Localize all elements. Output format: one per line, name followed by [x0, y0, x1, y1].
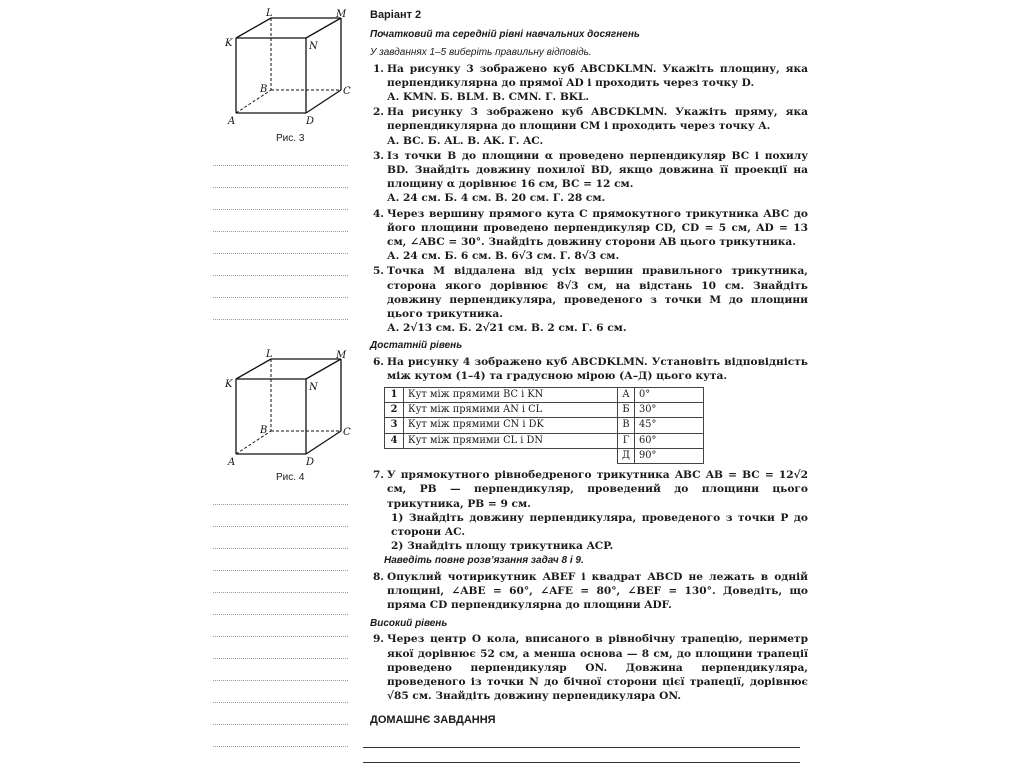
vertex-label-B: B: [260, 84, 268, 95]
vertex-label-N: N: [309, 41, 318, 52]
degree-cell: 30°: [635, 403, 704, 418]
figure-caption-4: Рис. 4: [276, 472, 305, 483]
task-2: [370, 105, 808, 148]
writing-line: [213, 231, 348, 232]
vertex-label-A: A: [228, 116, 236, 126]
task-question: У прямокутного рівнобедреного трикутника ABC AB = BC = 12√2 см, PB — перпендикуляр, проведений до площини цього трикутника, PB = 9 см.: [387, 469, 808, 510]
degree-cell: 60°: [635, 433, 704, 448]
task-9: [370, 632, 808, 703]
task-text: На рисунку 4 зображено куб ABCDKLMN. Установіть відповідність між кутом (1–4) та градусною мірою (А–Д) цього кута.: [387, 355, 808, 382]
instructions: У завданнях 1–5 виберіть правильну відповідь.: [370, 47, 592, 59]
task-question: На рисунку 3 зображено куб ABCDKLMN. Укажіть пряму, яка перпендикулярна до площини CM і проходить через точку A.: [387, 106, 808, 133]
writing-line: [213, 570, 348, 571]
writing-line: [213, 636, 348, 637]
vertex-label-M: M: [336, 9, 347, 20]
task-text: [387, 468, 808, 553]
task-text: Опуклий чотирикутник ABEF і квадрат ABCD не лежать в одній площині, ∠ABE = 60°, ∠AFE = 80°, ∠BEF = 130°. Доведіть, що пряма CD перпендикулярна до площини ADF.: [387, 570, 808, 611]
letter-cell: А: [618, 388, 635, 403]
writing-line: [213, 187, 348, 188]
figure-caption-3: Рис. 3: [276, 133, 305, 144]
vertex-label-C: C: [343, 427, 351, 438]
row-number: 4: [385, 433, 404, 448]
task-number: 2.: [372, 106, 384, 119]
row-number: [385, 448, 404, 463]
writing-line: [213, 614, 348, 615]
degree-cell: 0°: [635, 388, 704, 403]
task-5: [370, 264, 808, 335]
task-answers: А. 24 см. Б. 6 см. В. 6√3 см. Г. 8√3 см.: [387, 250, 620, 263]
subquestion-1: 1) Знайдіть довжину перпендикуляра, проведеного з точки P до сторони AC.: [391, 511, 808, 538]
cube-drawing-4: [222, 347, 352, 467]
writing-line: [213, 548, 348, 549]
table-row: [385, 448, 704, 463]
vertex-label-L: L: [266, 349, 273, 360]
task-number: 7.: [372, 469, 384, 482]
task-8: [370, 570, 808, 613]
letter-cell: Д: [618, 448, 635, 463]
worksheet-content: [370, 8, 808, 728]
vertex-label-A: A: [228, 457, 236, 467]
writing-line: [213, 165, 348, 166]
task-number: 9.: [372, 633, 384, 646]
letter-cell: Б: [618, 403, 635, 418]
task-number: 4.: [372, 207, 384, 220]
writing-line: [213, 209, 348, 210]
variant-title: Варіант 2: [370, 9, 422, 21]
vertex-label-L: L: [266, 8, 273, 19]
task-number: 8.: [372, 570, 384, 583]
subquestion-2: 2) Знайдіть площу трикутника ACP.: [391, 540, 614, 553]
task-answers: А. 2√13 см. Б. 2√21 см. В. 2 см. Г. 6 см.: [387, 322, 627, 335]
matching-table: [384, 387, 704, 464]
task-6: [370, 355, 808, 383]
table-row: [385, 433, 704, 448]
vertex-label-D: D: [306, 457, 315, 467]
writing-line: [213, 724, 348, 725]
task-7: [370, 468, 808, 553]
cube-figure-4: [222, 347, 352, 467]
letter-cell: В: [618, 418, 635, 433]
vertex-label-N: N: [309, 382, 318, 393]
homework-heading: ДОМАШНЄ ЗАВДАННЯ: [370, 714, 496, 727]
row-number: 2: [385, 403, 404, 418]
row-number: 3: [385, 418, 404, 433]
task-question: Точка M віддалена від усіх вершин правильного трикутника, сторона якого дорівнює 8√3 см, на відстань 10 см. Знайдіть довжину перпендикуляра, проведеного з точки M до площини цього трикутника.: [387, 265, 808, 321]
writing-line: [213, 658, 348, 659]
vertex-label-C: C: [343, 86, 351, 97]
task-text: [387, 264, 808, 335]
vertex-label-M: M: [336, 350, 347, 361]
writing-line: [213, 504, 348, 505]
writing-line: [213, 680, 348, 681]
task-number: 1.: [372, 62, 384, 75]
writing-line: [213, 746, 348, 747]
section-heading-sufficient: Достатній рівень: [370, 340, 463, 352]
writing-line: [213, 592, 348, 593]
table-row: [385, 403, 704, 418]
angle-cell: Кут між прямими AN і CL: [404, 403, 618, 418]
writing-line: [213, 702, 348, 703]
task-text: [387, 62, 808, 105]
writing-line: [213, 297, 348, 298]
task-text: Через центр O кола, вписаного в рівнобічну трапецію, периметр якої дорівнює 52 см, а менша основа — 8 см, до площини трапеції проведено перпендикуляр ON. Довжина перпендикуляра, проведеного із точки N до бічної сторони цієї трапеції, дорівнює √85 см. Знайдіть довжину перпендикуляра ON.: [387, 633, 808, 703]
task-text: [387, 207, 808, 264]
writing-line: [213, 253, 348, 254]
cube-figure-3: [222, 8, 352, 126]
task-number: 6.: [372, 355, 384, 368]
writing-line: [213, 275, 348, 276]
section-heading-basic: Початковий та середній рівні навчальних досягнень: [370, 29, 640, 41]
task-number: 5.: [372, 265, 384, 278]
task-text: [387, 149, 808, 206]
writing-line: [213, 319, 348, 320]
angle-cell: Кут між прямими CN і DK: [404, 418, 618, 433]
task-3: [370, 149, 808, 206]
task-answers: А. BC. Б. AL. В. AK. Г. AC.: [387, 134, 544, 147]
task-number: 3.: [372, 149, 384, 162]
homework-line: [363, 747, 800, 748]
task-answers: А. KMN. Б. BLM. В. CMN. Г. BKL.: [387, 91, 590, 104]
vertex-label-K: K: [225, 379, 233, 390]
degree-cell: 90°: [635, 448, 704, 463]
section-heading-high: Високий рівень: [370, 618, 448, 630]
task-text: [387, 105, 808, 148]
task-question: На рисунку 3 зображено куб ABCDKLMN. Укажіть площину, яка перпендикулярна до прямої AD і проходить через точку D.: [387, 62, 808, 89]
homework-line: [363, 762, 800, 763]
angle-cell: Кут між прямими CL і DN: [404, 433, 618, 448]
table-row: [385, 418, 704, 433]
task-1: [370, 62, 808, 105]
table-row: [385, 388, 704, 403]
angle-cell: [404, 448, 618, 463]
vertex-label-B: B: [260, 425, 268, 436]
vertex-label-K: K: [225, 38, 233, 49]
cube-drawing-3: [222, 8, 352, 126]
letter-cell: Г: [618, 433, 635, 448]
writing-line: [213, 526, 348, 527]
full-solution-note: Наведіть повне розв’язання задач 8 і 9.: [384, 555, 584, 567]
degree-cell: 45°: [635, 418, 704, 433]
angle-cell: Кут між прямими BC і KN: [404, 388, 618, 403]
task-question: Через вершину прямого кута C прямокутного трикутника ABC до його площини проведено перпендикуляр CD, CD = 5 см, AD = 13 см, ∠ABC = 30°. Знайдіть довжину сторони AB цього трикутника.: [387, 207, 808, 249]
task-answers: А. 24 см. Б. 4 см. В. 20 см. Г. 28 см.: [387, 192, 606, 205]
task-question: Із точки B до площини α проведено перпендикуляр BC і похилу BD. Знайдіть довжину похилої BD, якщо довжина її проекції на площину α дорівнює 16 см, BC = 12 см.: [387, 149, 808, 191]
vertex-label-D: D: [306, 116, 315, 126]
task-4: [370, 207, 808, 264]
row-number: 1: [385, 388, 404, 403]
